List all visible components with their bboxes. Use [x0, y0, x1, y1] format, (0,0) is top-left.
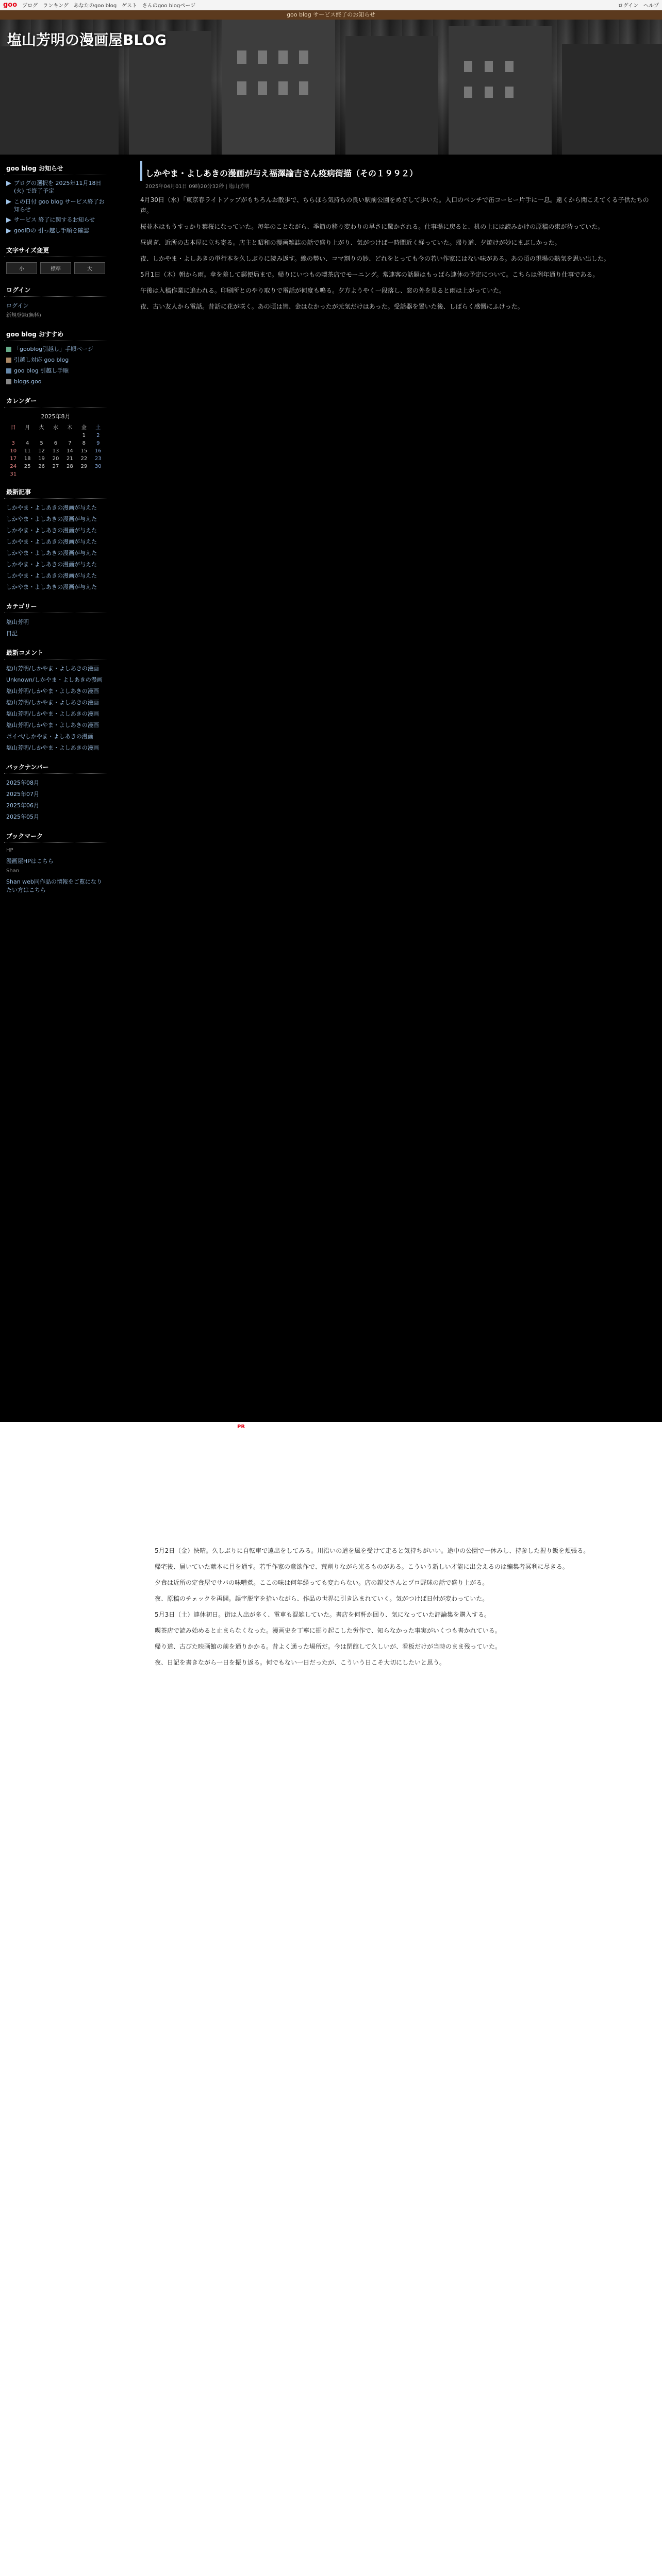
- arrow-icon: [6, 181, 11, 186]
- calendar-day[interactable]: 23: [94, 456, 102, 462]
- recommend-item[interactable]: blogs.goo: [4, 377, 107, 387]
- calendar-day[interactable]: 10: [10, 448, 17, 454]
- font-size-heading: 文字サイズ変更: [4, 244, 107, 257]
- calendar-day[interactable]: 16: [94, 448, 102, 454]
- recent-section: [4, 485, 107, 592]
- bookmark-label: HP: [6, 848, 13, 854]
- calendar-day: [63, 470, 77, 478]
- goo-link-ranking[interactable]: ランキング: [43, 3, 69, 9]
- font-size-large-button[interactable]: 大: [74, 262, 105, 274]
- login-heading: ログイン: [4, 283, 107, 297]
- comment-item[interactable]: 塩山芳明/しかやま・よしあきの漫画: [6, 744, 99, 752]
- goo-info-heading: goo blog お知らせ: [4, 162, 107, 175]
- thumbnail-icon: [6, 368, 11, 374]
- calendar-dow: 木: [67, 425, 73, 431]
- post-paragraph: 夜、古い友人から電話。昔話に花が咲く。あの頃は皆、金はなかったが元気だけはあった。受話器を置いた後、しばらく感慨にふけった。: [140, 303, 524, 310]
- calendar-day[interactable]: 26: [38, 464, 45, 470]
- calendar-dow: 火: [39, 425, 44, 431]
- post-paragraph: 午後は入稿作業に追われる。印刷所とのやり取りで電話が何度も鳴る。夕方ようやく一段落し、窓の外を見ると雨は上がっていた。: [140, 287, 506, 294]
- comment-item[interactable]: 塩山芳明/しかやま・よしあきの漫画: [6, 688, 99, 695]
- recommend-item[interactable]: goo blog 引越し手順: [4, 366, 107, 377]
- recent-heading: 最新記事: [4, 485, 107, 499]
- comments-heading: 最新コメント: [4, 646, 107, 659]
- sidebar-login-link[interactable]: ログイン: [6, 302, 29, 310]
- blog-header: [0, 20, 662, 155]
- bookmark-heading: ブックマーク: [4, 829, 107, 843]
- calendar-day: [48, 432, 62, 439]
- calendar-day[interactable]: 28: [67, 464, 73, 470]
- comment-item[interactable]: 塩山芳明/しかやま・よしあきの漫画: [6, 665, 99, 672]
- comment-item[interactable]: ポイペ/しかやま・よしあきの漫画: [6, 733, 93, 740]
- bookmark-section: [4, 829, 107, 895]
- backnumber-heading: バックナンバー: [4, 760, 107, 774]
- calendar-day[interactable]: 6: [54, 440, 58, 447]
- calendar-dow: 水: [53, 425, 58, 431]
- lower-paragraph: 夜、日記を書きながら一日を振り返る。何でもない一日だったが、こういう日こそ大切にしたいと思う。: [155, 1659, 446, 1666]
- comment-item[interactable]: 塩山芳明/しかやま・よしあきの漫画: [6, 699, 99, 706]
- recommend-item[interactable]: 「gooblog引越し」手順ページ: [4, 344, 107, 355]
- lower-paragraph: 帰宅後、届いていた献本に目を通す。若手作家の意欲作で、荒削りながら光るものがある。こういう新しい才能に出会えるのは編集者冥利に尽きる。: [155, 1563, 569, 1570]
- calendar-day: [20, 470, 34, 478]
- calendar-day[interactable]: 24: [10, 464, 17, 470]
- lower-paragraph: 夜、原稿のチェックを再開。誤字脱字を拾いながら、作品の世界に引き込まれていく。気がつけば日付が変わっていた。: [155, 1595, 489, 1602]
- calendar-day[interactable]: 8: [82, 440, 86, 447]
- calendar-day[interactable]: 20: [52, 456, 59, 462]
- comment-item[interactable]: 塩山芳明/しかやま・よしあきの漫画: [6, 722, 99, 729]
- calendar-day[interactable]: 9: [96, 440, 100, 447]
- calendar-day: [77, 470, 91, 478]
- calendar-heading: カレンダー: [4, 394, 107, 408]
- ad-label: PR: [237, 1424, 245, 1430]
- goo-top-bar: [0, 0, 662, 10]
- goo-link-guest: ゲスト: [122, 3, 137, 9]
- post-title[interactable]: しかやま・よしあきの漫画が与え福澤諭吉さん疫病街描（その１９９２）: [140, 161, 656, 181]
- lower-paragraph: 5月2日（金）快晴。久しぶりに自転車で遠出をしてみる。川沿いの道を風を受けて走ると気持ちがいい。途中の公園で一休みし、持参した握り飯を頬張る。: [155, 1547, 590, 1554]
- calendar-day: [91, 470, 105, 478]
- comments-list: [4, 663, 107, 753]
- calendar-day: [63, 432, 77, 439]
- calendar-day[interactable]: 19: [38, 456, 45, 462]
- bookmark-link[interactable]: 漫画屋HPはこちら: [6, 858, 54, 865]
- blog-title[interactable]: 塩山芳明の漫画屋BLOG: [7, 31, 167, 48]
- calendar-day: [6, 432, 20, 439]
- login-link[interactable]: ログイン: [618, 3, 638, 9]
- thumbnail-icon: [6, 379, 11, 384]
- calendar-day[interactable]: 27: [52, 464, 59, 470]
- recent-item[interactable]: しかやま・よしあきの漫画が与えた: [6, 584, 97, 591]
- calendar-day[interactable]: 13: [52, 448, 59, 454]
- post-paragraph: 4月30日（水）「東京春ライトアップがもちろんお散歩で、ちらほら気持ちの良い駅前公園をめざして歩いた。入口のベンチで缶コーヒー片手に一息。遠くから聞こえてくる子供たちの声。: [140, 196, 649, 214]
- calendar-days: [4, 432, 107, 478]
- calendar-day[interactable]: 21: [67, 456, 73, 462]
- info-item[interactable]: gooIDの 引っ越し手順を確認: [4, 226, 107, 236]
- post-meta: 2025年04月01日 09時20分32秒 | 塩山芳明: [145, 184, 250, 190]
- lower-paragraph: 喫茶店で読み始めると止まらなくなった。漫画史を丁寧に掘り起こした労作で、知らなかった事実がいくつも書かれている。: [155, 1627, 501, 1634]
- recent-item[interactable]: しかやま・よしあきの漫画が与えた: [6, 538, 97, 546]
- goo-bar-right: [613, 1, 659, 9]
- goo-link-my-blog[interactable]: あなたのgoo blog: [73, 3, 117, 9]
- comment-item[interactable]: 塩山芳明/しかやま・よしあきの漫画: [6, 710, 99, 718]
- goo-link-guest-page[interactable]: さんのgoo blogページ: [142, 3, 195, 9]
- thumbnail-icon: [6, 347, 11, 352]
- recommend-item[interactable]: 引越し対応 goo blog: [4, 355, 107, 366]
- recent-item[interactable]: しかやま・よしあきの漫画が与えた: [6, 516, 97, 523]
- category-section: [4, 600, 107, 639]
- calendar-day[interactable]: 2: [96, 433, 100, 439]
- backnumber-item[interactable]: 2025年08月: [6, 779, 39, 787]
- calendar-grid: [4, 422, 107, 432]
- calendar-day[interactable]: 17: [10, 456, 17, 462]
- post-paragraph: 5月1日（木）朝から雨。傘を差して郵便局まで。帰りにいつもの喫茶店でモーニング。常連客の話題はもっぱら連休の予定について。こちらは例年通り仕事である。: [140, 271, 599, 278]
- backnumber-item[interactable]: 2025年05月: [6, 814, 39, 821]
- calendar-month: 2025年8月: [41, 413, 71, 420]
- calendar-day[interactable]: 18: [24, 456, 31, 462]
- calendar-day[interactable]: 1: [82, 433, 86, 439]
- backnumber-item[interactable]: 2025年06月: [6, 802, 39, 809]
- goo-info-section: [4, 162, 107, 236]
- recent-item[interactable]: しかやま・よしあきの漫画が与えた: [6, 550, 97, 557]
- bookmark-link[interactable]: Shan web同作品の情報をご覧になりたい方はこちら: [6, 878, 102, 894]
- main-content: [140, 155, 656, 1391]
- recent-item[interactable]: しかやま・よしあきの漫画が与えた: [6, 504, 97, 512]
- lower-paragraph: 夕食は近所の定食屋でサバの味噌煮。ここの味は何年経っても変わらない。店の親父さんとプロ野球の話で盛り上がる。: [155, 1579, 489, 1586]
- font-size-buttons: [4, 260, 107, 276]
- calendar-day[interactable]: 4: [25, 440, 29, 447]
- login-section: [4, 283, 107, 320]
- comments-section: [4, 646, 107, 753]
- arrow-icon: [6, 228, 11, 233]
- calendar-day[interactable]: 12: [38, 448, 45, 454]
- arrow-icon: [6, 199, 11, 205]
- info-item[interactable]: この日付 goo blog サービス終了お知らせ: [4, 197, 107, 215]
- calendar-day: [35, 470, 48, 478]
- goo-link-blog[interactable]: ブログ: [22, 3, 38, 9]
- lower-paragraph: 帰り道、古びた映画館の前を通りかかる。昔よく通った場所だ。今は閉館して久しいが、看板だけが当時のまま残っていた。: [155, 1643, 502, 1650]
- calendar-dow: 土: [95, 425, 101, 431]
- calendar-day[interactable]: 15: [80, 448, 88, 454]
- calendar-section: [4, 394, 107, 478]
- post-paragraph: 昼過ぎ、近所の古本屋に立ち寄る。店主と昭和の漫画雑誌の話で盛り上がり、気がつけば一時間近く経っていた。帰り道、夕焼けが妙にまぶしかった。: [140, 239, 561, 246]
- calendar-day[interactable]: 31: [10, 471, 17, 478]
- calendar-day[interactable]: 29: [80, 464, 88, 470]
- calendar-day: [48, 470, 62, 478]
- recent-list: [4, 502, 107, 592]
- category-item[interactable]: 日記: [6, 630, 18, 637]
- calendar-dow: 日: [10, 425, 16, 431]
- calendar-day[interactable]: 3: [11, 440, 15, 447]
- font-size-small-button[interactable]: 小: [6, 262, 37, 274]
- post-body: [140, 195, 656, 312]
- ad-banner[interactable]: [0, 1422, 662, 1540]
- sidebar: [4, 155, 107, 1185]
- help-link[interactable]: ヘルプ: [643, 3, 659, 9]
- post-paragraph: 桜並木はもうすっかり葉桜になっていた。毎年のことながら、季節の移り変わりの早さに驚かされる。仕事場に戻ると、机の上には読みかけの原稿の束が待っていた。: [140, 223, 604, 230]
- recent-item[interactable]: しかやま・よしあきの漫画が与えた: [6, 572, 97, 580]
- service-end-notice[interactable]: goo blog サービス終了のお知らせ: [0, 10, 662, 20]
- category-item[interactable]: 塩山芳明: [6, 619, 29, 626]
- font-size-section: [4, 244, 107, 276]
- backnumber-section: [4, 760, 107, 822]
- recommend-section: [4, 328, 107, 387]
- calendar-day[interactable]: 5: [40, 440, 43, 447]
- recommend-heading: goo blog おすすめ: [4, 328, 107, 341]
- calendar-day[interactable]: 11: [24, 448, 31, 454]
- font-size-normal-button[interactable]: 標準: [40, 262, 71, 274]
- info-item[interactable]: サービス 終了に関するお知らせ: [4, 215, 107, 226]
- calendar-day: [20, 432, 34, 439]
- arrow-icon: [6, 217, 11, 223]
- calendar-day[interactable]: 22: [80, 456, 88, 462]
- signup-note[interactable]: 新規登録(無料): [6, 313, 41, 319]
- calendar-day: [35, 432, 48, 439]
- calendar-day[interactable]: 25: [24, 464, 31, 470]
- category-heading: カテゴリー: [4, 600, 107, 613]
- comment-item[interactable]: Unknown/しかやま・よしあきの漫画: [6, 676, 103, 684]
- recent-item[interactable]: しかやま・よしあきの漫画が与えた: [6, 527, 97, 534]
- backnumber-item[interactable]: 2025年07月: [6, 791, 39, 798]
- post-paragraph: 夜、しかやま・よしあきの単行本を久しぶりに読み返す。線の勢い、コマ割りの妙、どれをとっても今の若い作家にはない味がある。あの頃の現場の熱気を思い出した。: [140, 255, 610, 262]
- calendar-dow: 金: [81, 425, 87, 431]
- goo-logo[interactable]: goo: [3, 1, 18, 9]
- lower-paragraph: 5月3日（土）連休初日。街は人出が多く、電車も混雑していた。書店を何軒か回り、気になっていた評論集を購入する。: [155, 1611, 491, 1618]
- lower-article-body: [155, 1546, 650, 1673]
- calendar-day[interactable]: 30: [94, 464, 102, 470]
- recent-item[interactable]: しかやま・よしあきの漫画が与えた: [6, 561, 97, 568]
- calendar-day[interactable]: 7: [68, 440, 72, 447]
- info-item[interactable]: ブログの選択を 2025年11月18日(火) で終了予定: [4, 178, 107, 197]
- calendar-dow: 月: [25, 425, 30, 431]
- calendar-day[interactable]: 14: [67, 448, 73, 454]
- thumbnail-icon: [6, 358, 11, 363]
- lower-article: [0, 1540, 662, 2576]
- bookmark-label: Shan: [6, 868, 20, 874]
